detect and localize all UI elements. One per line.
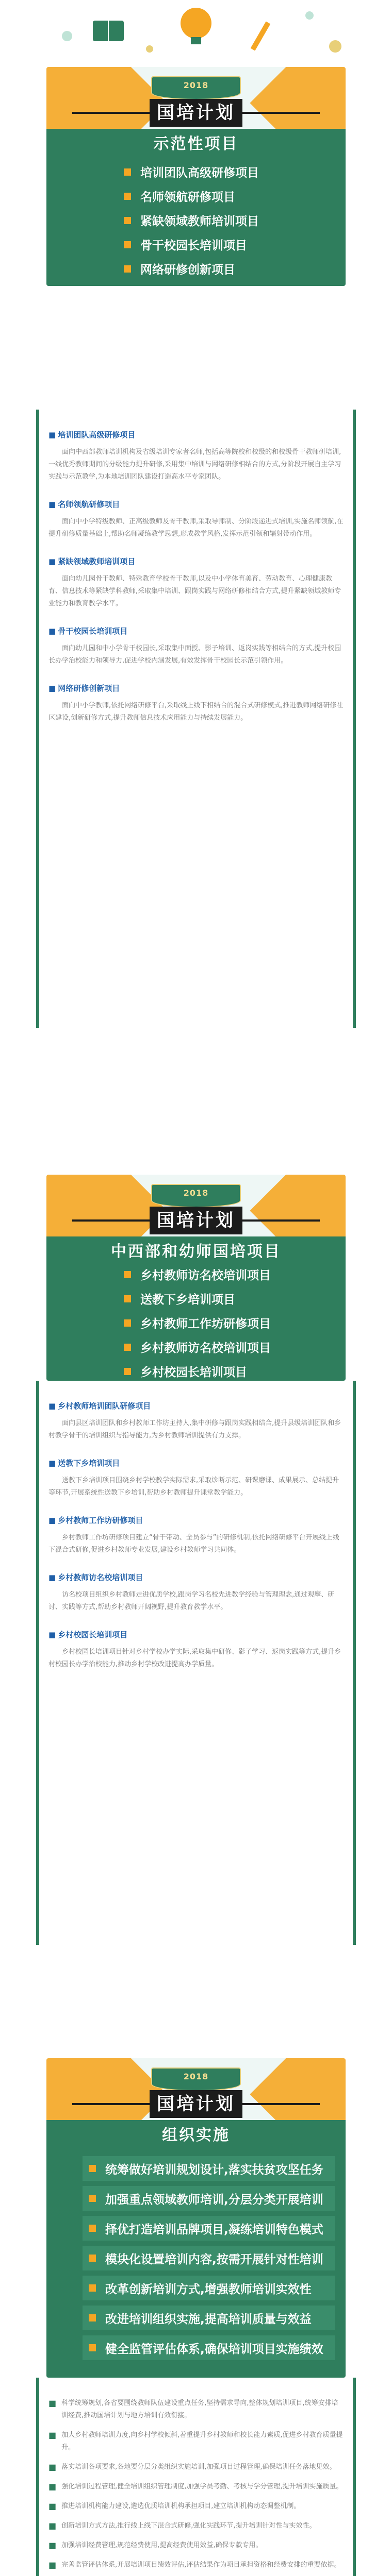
bullet-icon: ■ — [48, 2398, 57, 2408]
paragraph: 乡村教师工作坊研修项目建立“骨干带动、全员参与”的研修机制,依托网络研修平台开展线上线下混合式研修,促进乡村教师专业发展,建设乡村教师学习共同体。 — [48, 1534, 339, 1554]
heading-text: 培训团队高级研修项目 — [58, 430, 136, 439]
organization-details-panel — [36, 2378, 356, 2576]
bullet-icon: ■ — [48, 1630, 56, 1639]
banner-title-bar — [72, 2090, 320, 2118]
bullet-square-icon — [124, 168, 131, 176]
bullet-icon: ■ — [48, 430, 56, 439]
bullet-icon: ■ — [48, 684, 56, 693]
section — [48, 683, 344, 724]
section — [48, 556, 344, 610]
item-label: 择优打造培训品牌项目,凝练培训特色模式 — [105, 2223, 323, 2236]
bullet-square-icon — [89, 2255, 96, 2262]
measure-list — [48, 2397, 344, 2571]
item-label: 乡村教师访名校培训项目 — [140, 1269, 271, 1282]
item-label: 乡村教师工作坊研修项目 — [140, 1317, 271, 1331]
bullet-square-icon — [89, 2225, 96, 2232]
list-item — [124, 232, 335, 257]
heading-text: 网络研修创新项目 — [58, 684, 120, 693]
banner-title: 国培计划 — [150, 1207, 242, 1234]
section-heading — [48, 1629, 344, 1640]
section-heading — [48, 429, 344, 440]
item-label: 改进培训组织实施,提高培训质量与效益 — [105, 2312, 312, 2326]
section — [48, 429, 344, 483]
item-label: 网络研修创新项目 — [140, 263, 235, 277]
task-list — [83, 2156, 335, 2365]
heading-text: 乡村教师培训团队研修项目 — [58, 1401, 151, 1411]
paragraph: 访名校项目组织乡村教师走进优质学校,跟岗学习名校先进教学经验与管理理念,通过观摩、研讨、实践等方式,帮助乡村教师开阔视野,提升教育教学水平。 — [48, 1591, 335, 1611]
demonstration-details-panel — [36, 410, 356, 1028]
year-badge — [151, 2067, 241, 2091]
item-label: 乡村校园长培训项目 — [140, 1366, 247, 1379]
banner-subtitle: 中西部和幼师国培项目 — [111, 1243, 281, 1261]
list-item — [83, 2335, 335, 2360]
year-badge — [151, 76, 241, 100]
central-western-details-panel — [36, 1381, 356, 1945]
list-item — [124, 257, 335, 281]
heading-text: 骨干校园长培训项目 — [58, 626, 128, 636]
item-text: 推进培训机构能力建设,遴选优质培训机构承担项目,建立培训机构动态调整机制。 — [61, 2502, 301, 2510]
list-item — [124, 1359, 335, 1381]
list-item — [124, 1311, 335, 1335]
paragraph: 乡村校园长培训项目针对乡村学校办学实际,采取集中研修、影子学习、返岗实践等方式,提升乡村校园长办学治校能力,推动乡村学校改进提高办学质量。 — [48, 1648, 341, 1668]
item-label: 紧缺领域教师培训项目 — [140, 215, 259, 228]
paragraph: 面向中小学教师,依托网络研修平台,采取线上线下相结合的混合式研修模式,推进教师网络研修社区建设,创新研修方式,提升教师信息技术应用能力与持续发展能力。 — [48, 702, 344, 722]
item-label: 培训团队高级研修项目 — [140, 166, 259, 180]
title-line — [242, 1219, 320, 1222]
section-heading — [48, 1400, 344, 1411]
bullet-square-icon — [89, 2284, 96, 2292]
item-label: 健全监管评估体系,确保培训项目实施绩效 — [105, 2342, 323, 2356]
section-heading — [48, 1515, 344, 1526]
list-item — [124, 160, 335, 184]
decor-circle — [305, 11, 314, 20]
decor-circle — [329, 40, 341, 53]
bullet-square-icon — [124, 1271, 131, 1278]
list-item — [124, 184, 335, 208]
bullet-icon: ■ — [48, 2462, 57, 2472]
item-text: 落实培训各项要求,各地要分层分类组织实施培训,加强项目过程管理,确保培训任务落地见效。 — [61, 2463, 336, 2471]
item-label: 乡村教师访名校培训项目 — [140, 1342, 271, 1355]
banner-subtitle: 示范性项目 — [153, 135, 239, 153]
banner-title-bar — [72, 99, 320, 127]
item-label: 骨干校园长培训项目 — [140, 239, 247, 252]
bullet-icon: ■ — [48, 1516, 56, 1525]
list-item — [83, 2276, 335, 2300]
year-text: 2018 — [183, 1188, 209, 1198]
list-item — [48, 2481, 344, 2493]
heading-text: 名师领航研修项目 — [58, 500, 120, 509]
list-item — [48, 2500, 344, 2513]
bullet-icon: ■ — [48, 1573, 56, 1582]
list-item — [124, 1262, 335, 1286]
section-heading — [48, 556, 344, 567]
list-item — [83, 2306, 335, 2330]
title-line — [242, 2103, 320, 2105]
bullet-square-icon — [124, 1295, 131, 1302]
section — [48, 1400, 344, 1442]
bullet-icon: ■ — [48, 2521, 57, 2531]
section-heading — [48, 1458, 344, 1468]
title-line — [72, 2103, 150, 2105]
list-item — [48, 2461, 344, 2473]
bullet-icon: ■ — [48, 557, 56, 566]
item-text: 完善监管评估体系,开展培训项目绩效评估,评估结果作为项目承担资格和经费安排的重要依据。 — [61, 2561, 341, 2569]
decor-circle — [62, 31, 72, 41]
list-item — [124, 1335, 335, 1359]
banner-subtitle: 组织实施 — [162, 2126, 230, 2144]
item-label: 加强重点领域教师培训,分层分类开展培训 — [105, 2193, 323, 2207]
bullet-square-icon — [124, 1319, 131, 1327]
heading-text: 紧缺领域教师培训项目 — [58, 557, 136, 566]
bullet-icon: ■ — [48, 1459, 56, 1468]
decor-circle — [146, 45, 153, 53]
heading-text: 乡村教师工作坊研修项目 — [58, 1516, 143, 1525]
bullet-square-icon — [124, 1368, 131, 1375]
section — [48, 499, 344, 540]
item-label: 模块化设置培训内容,按需开展针对性培训 — [105, 2252, 323, 2266]
item-text: 科学统筹规划,各省要围绕教师队伍建设重点任务,坚持需求导向,整体规划培训项目,统筹安排培训经费,推动国培计划与地方培训有效衔接。 — [61, 2399, 338, 2419]
list-item — [48, 2520, 344, 2532]
banner-title: 国培计划 — [150, 2090, 242, 2118]
year-text: 2018 — [183, 80, 209, 90]
item-text: 创新培训方式方法,推行线上线下混合式研修,强化实践环节,提升培训针对性与实效性。 — [61, 2522, 316, 2530]
paragraph: 面向中西部教师培训机构及省级培训专家者名师,包括高等院校和校级的和校级骨干教师研培训,一线优秀教师期间的分级能力提升研修,采用集中培训与网络研修相结合的方式,分阶段开展自主学习实践与示范教学,为本地培训团队建设打造高水平专家团队。 — [48, 448, 341, 481]
list-item — [83, 2246, 335, 2270]
section — [48, 1629, 344, 1671]
item-label: 名师领航研修项目 — [140, 191, 235, 204]
bullet-icon: ■ — [48, 2501, 57, 2511]
list-item — [48, 2397, 344, 2422]
bulb-icon — [181, 8, 211, 44]
bullet-square-icon — [124, 265, 131, 273]
bullet-icon: ■ — [48, 626, 56, 636]
project-list — [124, 1262, 335, 1381]
book-icon — [93, 21, 124, 41]
paragraph: 面向幼儿园骨干教师、特殊教育学校骨干教师,以及中小学体育美育、劳动教育、心理健康教育、信息技术等紧缺学科教师,采取集中培训、跟岗实践与网络研修相结合方式,提升紧缺领域教师专业能力和教育教学水平。 — [48, 575, 341, 607]
pencil-icon — [251, 22, 271, 51]
section — [48, 1458, 344, 1499]
title-line — [242, 112, 320, 114]
list-item — [48, 2539, 344, 2552]
banner-title-bar — [72, 1207, 320, 1234]
item-label: 送教下乡培训项目 — [140, 1293, 235, 1307]
paragraph: 面向中小学特级教师、正高级教师及骨干教师,采取导师制、分阶段递进式培训,实施名师领航,在提升研修质量基础上,帮助名师凝练教学思想,形成教学风格,发挥示范引领和辐射带动作用。 — [48, 518, 344, 538]
section-heading — [48, 499, 344, 510]
section — [48, 625, 344, 667]
list-item — [83, 2216, 335, 2241]
bullet-square-icon — [89, 2344, 96, 2351]
item-text: 强化培训过程管理,健全培训组织管理制度,加强学员考勤、考核与学分管理,提升培训实施质量。 — [61, 2483, 343, 2490]
project-list — [124, 160, 335, 281]
item-label: 改革创新培训方式,增强教师培训实效性 — [105, 2282, 312, 2296]
bullet-icon: ■ — [48, 1401, 56, 1411]
section-heading — [48, 683, 344, 693]
bullet-square-icon — [124, 193, 131, 200]
section-heading — [48, 625, 344, 636]
year-badge — [151, 1184, 241, 1208]
bullet-square-icon — [89, 2165, 96, 2172]
banner-demonstration-projects — [46, 67, 346, 286]
heading-text: 乡村教师访名校培训项目 — [58, 1573, 143, 1582]
bullet-icon: ■ — [48, 2430, 57, 2440]
list-item — [83, 2186, 335, 2211]
title-line — [72, 112, 150, 114]
banner-central-western-projects — [46, 1175, 346, 1381]
section — [48, 1572, 344, 1614]
bullet-square-icon — [89, 2195, 96, 2202]
year-text: 2018 — [183, 2072, 209, 2081]
bullet-square-icon — [124, 241, 131, 248]
title-line — [72, 1219, 150, 1222]
list-item — [124, 208, 335, 232]
bullet-square-icon — [124, 1344, 131, 1351]
bullet-square-icon — [124, 217, 131, 224]
paragraph: 面向幼儿园和中小学骨干校园长,采取集中面授、影子培训、返岗实践等相结合的方式,提升校园长办学治校能力和领导力,促进学校内涵发展,有效发挥骨干校园长示范引领作用。 — [48, 645, 341, 665]
list-item — [48, 2429, 344, 2454]
section-heading — [48, 1572, 344, 1583]
banner-organization — [46, 2058, 346, 2378]
bullet-icon: ■ — [48, 2482, 57, 2492]
list-item — [124, 1286, 335, 1311]
bullet-icon: ■ — [48, 2560, 57, 2570]
banner-title: 国培计划 — [150, 99, 242, 127]
item-label: 统筹做好培训规划设计,落实扶贫攻坚任务 — [105, 2163, 323, 2177]
bullet-icon: ■ — [48, 500, 56, 509]
paragraph: 送教下乡培训项目围绕乡村学校教学实际需求,采取诊断示范、研课磨课、成果展示、总结提升等环节,开展系统性送教下乡培训,帮助乡村教师提升课堂教学能力。 — [48, 1477, 339, 1497]
list-item — [48, 2559, 344, 2571]
item-text: 加大乡村教师培训力度,向乡村学校倾斜,着重提升乡村教师和校长能力素质,促进乡村教育质量提升。 — [61, 2431, 343, 2451]
heading-text: 乡村校园长培训项目 — [58, 1630, 128, 1639]
section — [48, 1515, 344, 1556]
paragraph: 面向县区培训团队和乡村教师工作坊主持人,集中研修与跟岗实践相结合,提升县级培训团队和乡村教学骨干的培训组织与指导能力,为乡村教师培训提供有力支撑。 — [48, 1419, 341, 1439]
list-item — [83, 2156, 335, 2181]
decorative-header — [0, 0, 392, 67]
bullet-icon: ■ — [48, 2540, 57, 2550]
item-text: 加强培训经费管理,规范经费使用,提高经费使用效益,确保专款专用。 — [61, 2541, 263, 2549]
bullet-square-icon — [89, 2314, 96, 2321]
heading-text: 送教下乡培训项目 — [58, 1459, 120, 1468]
